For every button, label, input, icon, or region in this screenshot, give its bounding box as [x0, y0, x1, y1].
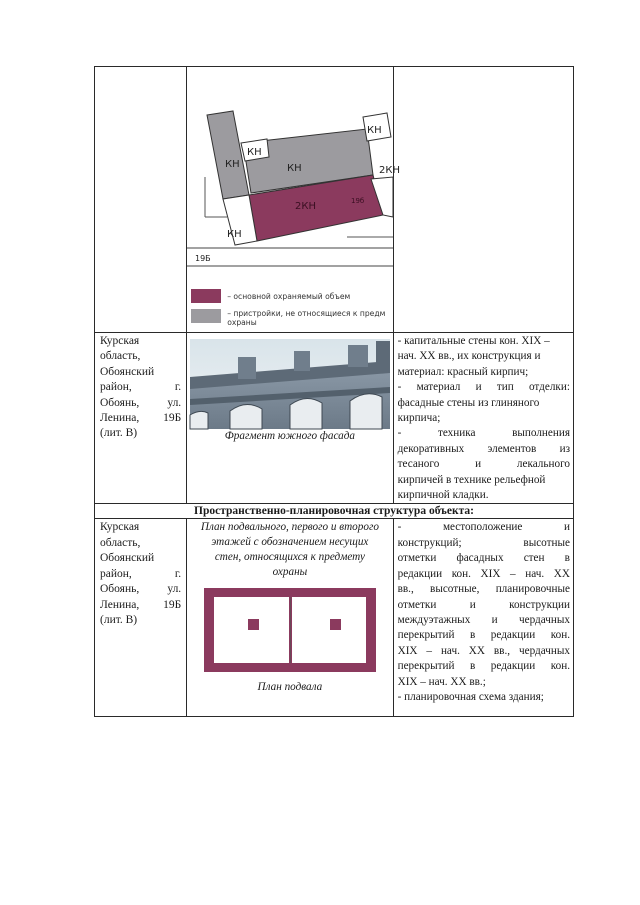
- plan-label: План подвала: [257, 681, 323, 694]
- legend-item-annex: [191, 309, 385, 327]
- map-label: 2КН: [379, 165, 401, 176]
- plan-cell: [187, 519, 393, 717]
- address: Курская область, Обоянский район, г. Обоянь, ул. Ленина, 19Б (лит. В): [100, 335, 182, 440]
- description-word: материал: [416, 381, 461, 394]
- description-line: [398, 690, 570, 705]
- description-line: [398, 567, 570, 582]
- description-word: и: [469, 598, 476, 611]
- description-word: - капитальные стены кон. XIX –: [397, 335, 550, 347]
- description-line: [398, 442, 570, 457]
- description-word: - планировочная схема здания;: [397, 690, 544, 703]
- description-line: [398, 675, 570, 690]
- description-word: элементов: [487, 442, 537, 455]
- legend-text: – пристройки, не относящиеся к предм охраны: [227, 309, 386, 327]
- description-word: фасадных: [456, 552, 504, 565]
- description-word: нач.: [440, 644, 460, 657]
- description-line: [398, 628, 570, 643]
- section-row: [95, 504, 574, 519]
- description-line: [398, 659, 570, 674]
- facade-photo: [190, 339, 390, 429]
- description-word: техника: [437, 427, 476, 440]
- description-line: [398, 598, 570, 613]
- description-line: [398, 520, 570, 535]
- object-row: [95, 333, 574, 504]
- map-label: КН: [247, 147, 262, 158]
- description-word: местоположение: [442, 521, 523, 534]
- description-word: тесаного: [397, 458, 440, 471]
- description-word: редакции: [397, 567, 443, 580]
- description-line: [398, 365, 570, 380]
- description-word: материал: красный кирпич;: [397, 365, 529, 378]
- description-word: кон.: [550, 660, 570, 673]
- legend-text: – основной охраняемый объем: [227, 291, 351, 301]
- description-line: [398, 396, 570, 411]
- map-label: 19Б: [195, 254, 211, 263]
- description-word: из: [559, 442, 570, 455]
- description-word: планировочные: [495, 583, 570, 596]
- description-word: вв.,: [397, 583, 414, 596]
- map-label: КН: [227, 229, 242, 240]
- facade-photo-cell: [187, 333, 393, 504]
- map-label: КН: [287, 163, 302, 174]
- structure-description: [394, 519, 573, 705]
- description-word: XX: [553, 567, 570, 580]
- description-word: нач.: [525, 567, 545, 580]
- description-word: -: [397, 381, 402, 394]
- description-word: в: [470, 660, 476, 673]
- description-line: [398, 411, 570, 426]
- map-row: [95, 67, 574, 333]
- description-word: XIX: [480, 567, 501, 580]
- description-word: и: [491, 613, 498, 626]
- description-word: фасадные стены из глиняного: [397, 396, 540, 409]
- basement-plan: [204, 588, 376, 672]
- description-line: [398, 457, 570, 472]
- site-plan-cell: [187, 67, 401, 333]
- description-word: XIX: [397, 644, 418, 657]
- description-word: лекального: [516, 458, 570, 471]
- description-word: и: [563, 521, 570, 534]
- description-word: высотные: [523, 536, 570, 549]
- description-line: [398, 536, 570, 551]
- description-word: конструкции: [509, 598, 570, 611]
- facade-caption: Фрагмент южного фасада: [224, 430, 355, 442]
- description-word: нач. XX вв., их конструкция и: [397, 350, 541, 363]
- description-cell: [393, 333, 573, 504]
- empty-cell: [393, 67, 573, 333]
- description-word: высотные,: [430, 583, 480, 596]
- description-word: кирпичной кладки.: [397, 489, 489, 502]
- description-line: [398, 582, 570, 597]
- description-word: перекрытий: [397, 660, 455, 673]
- description-word: вв.,: [493, 644, 511, 657]
- description-line: [398, 473, 570, 488]
- description-word: чердачных: [518, 644, 570, 657]
- description-word: чердачных: [519, 613, 570, 626]
- description-line: [398, 488, 570, 503]
- description-word: в: [564, 552, 570, 565]
- description-word: и: [475, 458, 482, 471]
- map-label: КН: [225, 159, 240, 170]
- description-word: кон.: [550, 629, 570, 642]
- description-word: в: [470, 629, 476, 642]
- map-label: 19б: [351, 197, 365, 205]
- description-word: редакции: [490, 629, 536, 642]
- description-line: [398, 613, 570, 628]
- description-line: [398, 334, 570, 349]
- description-cell: [393, 519, 573, 717]
- description-word: конструкций;: [397, 536, 462, 549]
- description-word: тип: [496, 381, 514, 394]
- plan-caption: План подвального, первого и второго этажей с обозначением несущих стен, относящихся к предмету охраны: [200, 521, 379, 579]
- description-word: междуэтажных: [397, 613, 471, 626]
- description-line: [398, 551, 570, 566]
- description-word: кон.: [451, 567, 471, 580]
- description-word: декоративных: [397, 442, 465, 455]
- description-line: [398, 380, 570, 395]
- description-word: отметки: [397, 552, 437, 565]
- legend-item-main: [191, 289, 350, 303]
- description-word: -: [397, 521, 402, 534]
- annex-tall: [207, 111, 249, 199]
- description-line: [398, 349, 570, 364]
- empty-cell: [95, 67, 187, 333]
- map-label: 2КН: [295, 201, 317, 212]
- description-word: отделки:: [528, 381, 570, 394]
- address-cell: [95, 519, 187, 717]
- structure-row: [95, 519, 574, 717]
- description-word: кирпичей в технике рельефной: [397, 473, 546, 486]
- description-word: стен: [523, 552, 545, 565]
- description-word: XX: [468, 644, 485, 657]
- description-word: кирпича;: [397, 412, 441, 425]
- protection-description: [394, 333, 573, 503]
- heritage-table: [94, 66, 574, 717]
- description-word: –: [510, 567, 516, 580]
- description-line: [398, 426, 570, 441]
- legend-swatch: [191, 309, 221, 323]
- description-word: отметки: [397, 598, 437, 611]
- description-word: XIX – нач. XX вв.;: [397, 675, 486, 688]
- description-line: [398, 644, 570, 659]
- description-word: –: [426, 644, 433, 657]
- description-word: -: [397, 427, 402, 440]
- address: Курская область, Обоянский район, г. Обоянь, ул. Ленина, 19Б (лит. В): [100, 521, 182, 626]
- description-word: выполнения: [512, 427, 570, 440]
- description-word: и: [475, 381, 482, 394]
- address-cell: [95, 333, 187, 504]
- legend-swatch: [191, 289, 221, 303]
- map-label: КН: [367, 125, 382, 136]
- section-title: Пространственно-планировочная структура объекта:: [95, 504, 574, 519]
- description-word: перекрытий: [397, 629, 455, 642]
- description-word: редакции: [490, 660, 536, 673]
